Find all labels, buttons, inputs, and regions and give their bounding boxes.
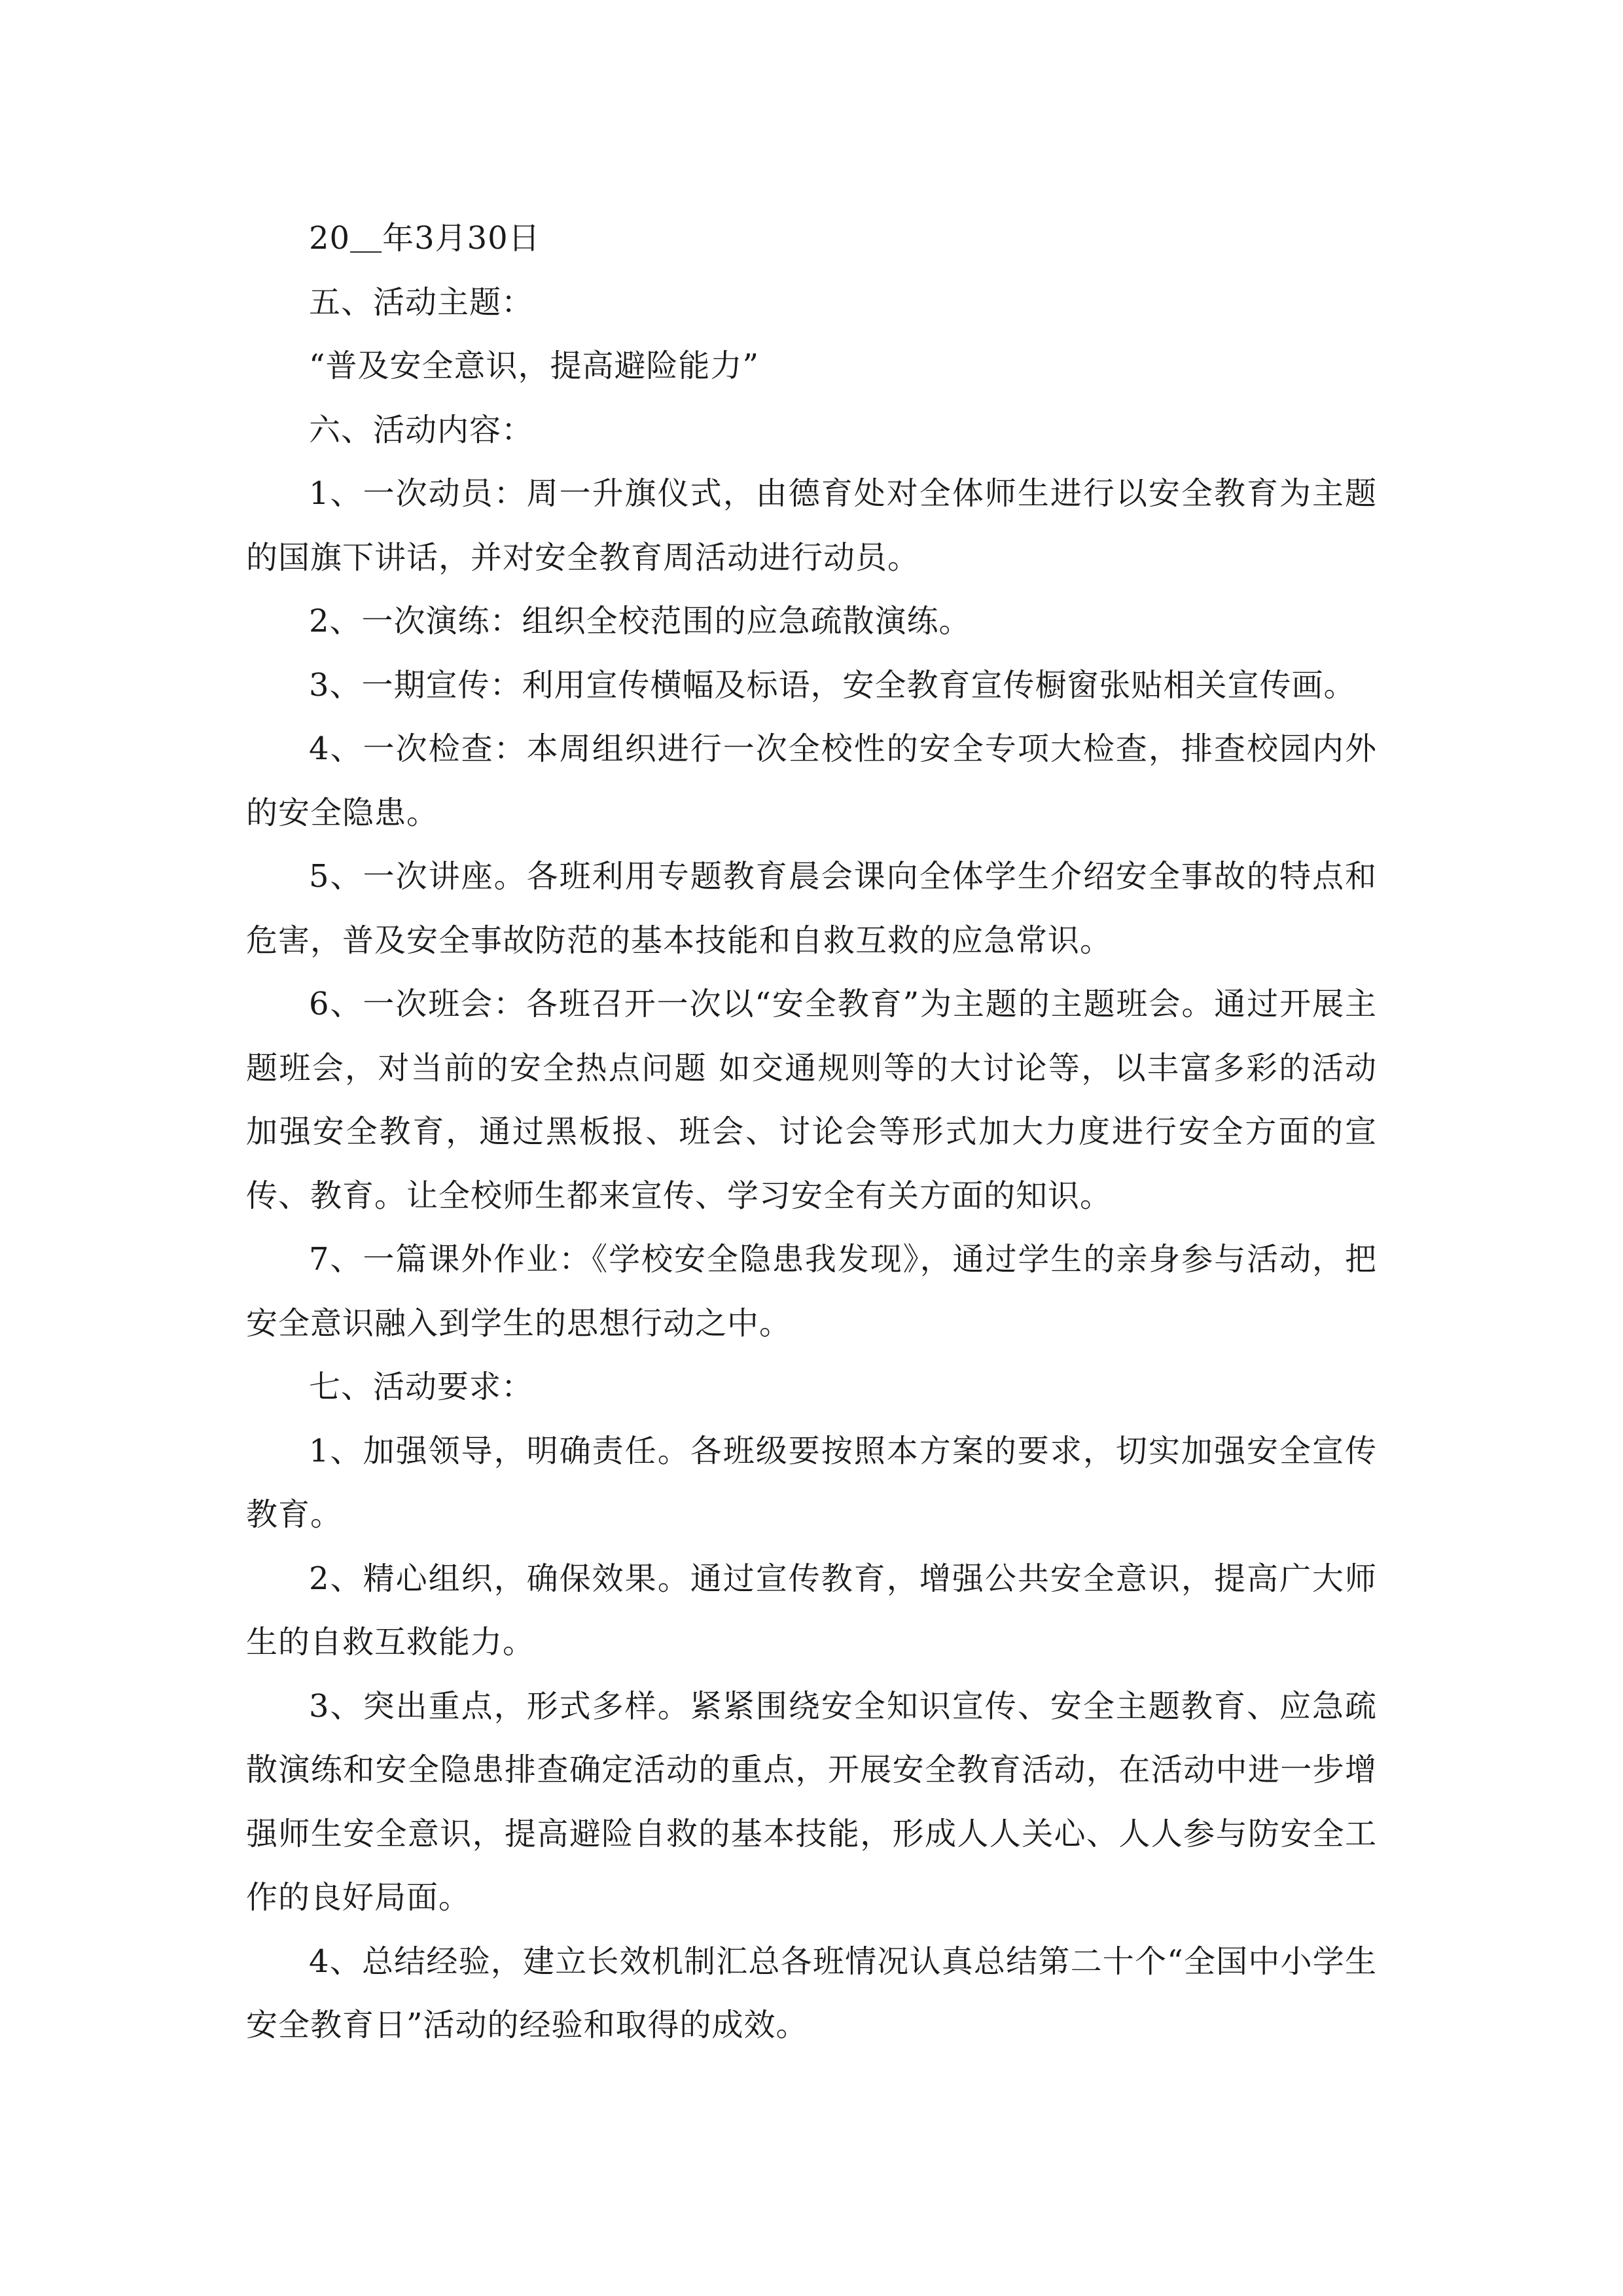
section-heading-requirements: 七、活动要求： <box>309 1369 534 1405</box>
content-item-6: 6、一次班会：各班召开一次以“安全教育”为主题的主题班会。通过开展主题班会，对当前的安全热点问题 如交通规则等的大讨论等，以丰富多彩的活动加强安全教育，通过黑板报、班会、讨论会等形式加大力度进行安全方面的宣传、教育。让全校师生都来宣传、学习安全有关方面的知识。 <box>246 986 1377 1214</box>
content-item-2: 2、一次演练：组织全校范围的应急疏散演练。 <box>309 603 971 639</box>
date-line: 20＿年3月30日 <box>309 220 541 257</box>
content-item-5: 5、一次讲座。各班利用专题教育晨会课向全体学生介绍安全事故的特点和危害，普及安全事故防范的基本技能和自救互救的应急常识。 <box>246 858 1377 959</box>
section-heading-content: 六、活动内容： <box>309 411 534 448</box>
content-item-7: 7、一篇课外作业：《学校安全隐患我发现》，通过学生的亲身参与活动，把安全意识融入到学生的思想行动之中。 <box>246 1241 1377 1342</box>
requirement-item-2: 2、精心组织，确保效果。通过宣传教育，增强公共安全意识，提高广大师生的自救互救能力。 <box>246 1560 1377 1660</box>
content-item-3: 3、一期宣传：利用宣传横幅及标语，安全教育宣传橱窗张贴相关宣传画。 <box>309 666 1356 704</box>
requirement-item-3: 3、突出重点，形式多样。紧紧围绕安全知识宣传、安全主题教育、应急疏散演练和安全隐患排查确定活动的重点，开展安全教育活动，在活动中进一步增强师生安全意识，提高避险自救的基本技能，形成人人关心、人人参与防安全工作的良好局面。 <box>246 1687 1377 1916</box>
document-page <box>246 207 1377 2058</box>
content-item-4: 4、一次检查：本周组织进行一次全校性的安全专项大检查，排查校园内外的安全隐患。 <box>246 730 1377 831</box>
requirement-item-4: 4、总结经验，建立长效机制汇总各班情况认真总结第二十个“全国中小学生安全教育日”活动的经验和取得的成效。 <box>246 1943 1377 2043</box>
requirement-item-1: 1、加强领导，明确责任。各班级要按照本方案的要求，切实加强安全宣传教育。 <box>246 1432 1377 1533</box>
theme-text: “普及安全意识，提高避险能力” <box>309 348 760 384</box>
content-item-1: 1、一次动员：周一升旗仪式，由德育处对全体师生进行以安全教育为主题的国旗下讲话，并对安全教育周活动进行动员。 <box>246 475 1377 576</box>
section-heading-theme: 五、活动主题： <box>309 283 534 321</box>
